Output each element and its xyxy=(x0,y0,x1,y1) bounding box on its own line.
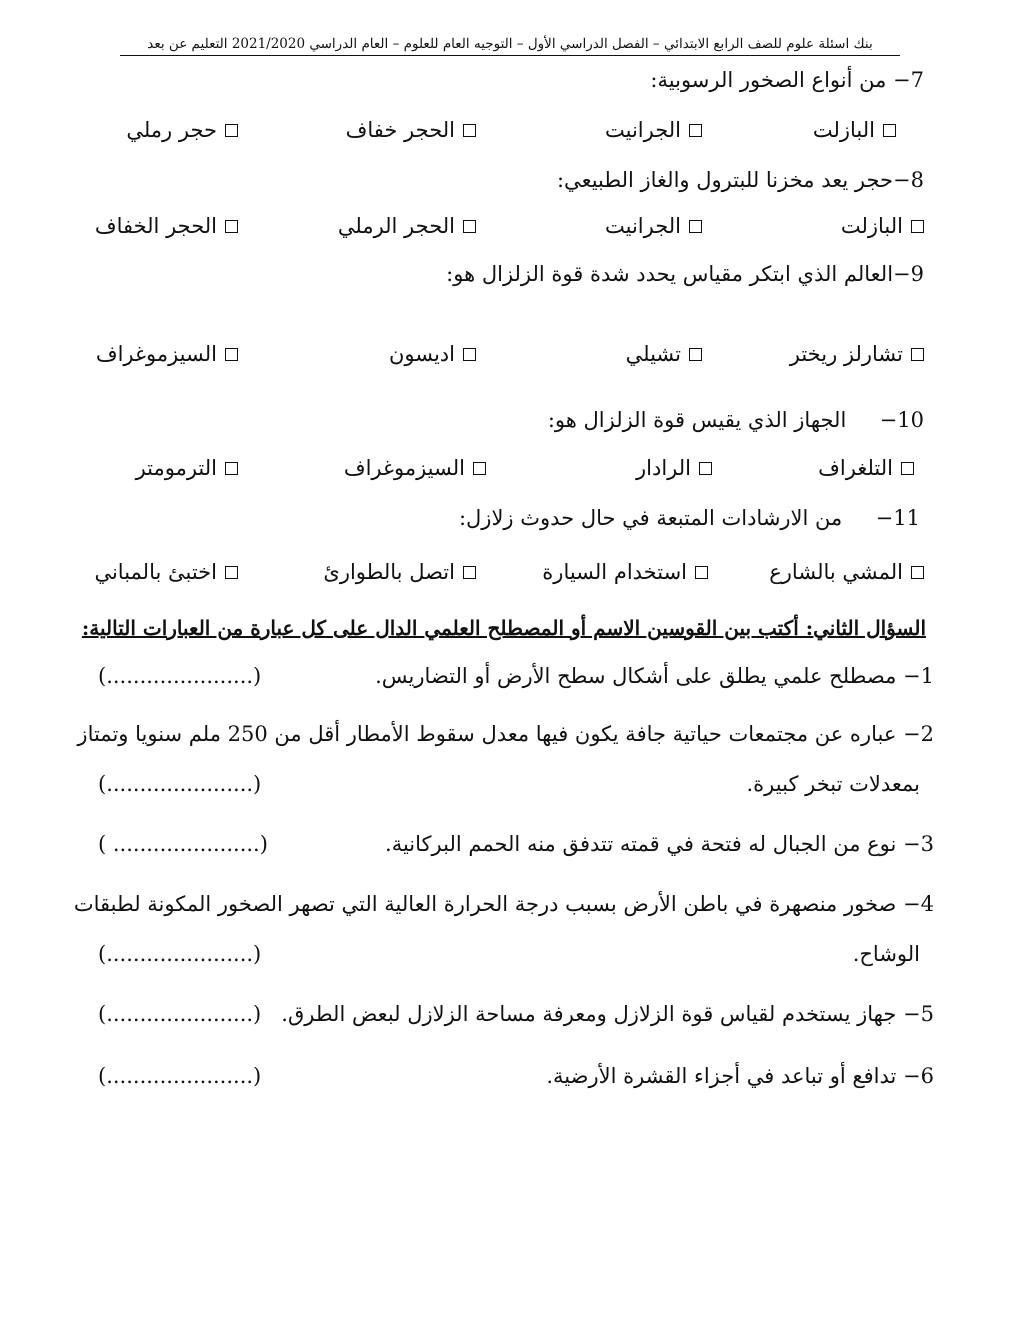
checkbox-icon[interactable] xyxy=(695,566,708,579)
question-10-options xyxy=(80,456,924,496)
option[interactable]: الجرانيت xyxy=(605,214,702,238)
list-item: 6− تدافع أو تباعد في أجزاء القشرة الأرضية. (......................) xyxy=(98,1064,934,1088)
list-item-continuation: بمعدلات تبخر كبيرة. (......................) xyxy=(98,772,920,796)
list-item-continuation: الوشاح. (......................) xyxy=(98,942,920,966)
option[interactable]: استخدام السيارة xyxy=(542,560,708,584)
option[interactable]: السيزموغراف xyxy=(96,342,238,366)
checkbox-icon[interactable] xyxy=(225,124,238,137)
option[interactable]: البازلت xyxy=(841,214,924,238)
checkbox-icon[interactable] xyxy=(463,220,476,233)
checkbox-icon[interactable] xyxy=(463,348,476,361)
checkbox-icon[interactable] xyxy=(463,566,476,579)
question-9: 9−العالم الذي ابتكر مقياس يحدد شدة قوة الزلزال هو: xyxy=(446,262,924,286)
question-11: 11− من الارشادات المتبعة في حال حدوث زلازل: xyxy=(458,506,920,530)
checkbox-icon[interactable] xyxy=(463,124,476,137)
question-8: 8−حجر يعد مخزنا للبترول والغاز الطبيعي: xyxy=(556,168,924,192)
answer-blank[interactable]: ( ......................) xyxy=(98,832,268,856)
option[interactable]: اتصل بالطوارئ xyxy=(323,560,476,584)
answer-blank[interactable]: (......................) xyxy=(98,772,262,796)
checkbox-icon[interactable] xyxy=(225,348,238,361)
answer-blank[interactable]: (......................) xyxy=(98,1002,262,1026)
checkbox-icon[interactable] xyxy=(473,462,486,475)
list-item: 3− نوع من الجبال له فتحة في قمته تتدفق منه الحمم البركانية. ( ......................) xyxy=(98,832,934,856)
checkbox-icon[interactable] xyxy=(911,220,924,233)
checkbox-icon[interactable] xyxy=(911,566,924,579)
question-11-options xyxy=(80,560,924,600)
checkbox-icon[interactable] xyxy=(225,462,238,475)
list-item: 2− عباره عن مجتمعات حياتية جافة يكون فيها معدل سقوط الأمطار أقل من 250 ملم سنويا وتمتاز xyxy=(77,722,934,746)
option[interactable]: التلغراف xyxy=(818,456,914,480)
option[interactable]: اختبئ بالمباني xyxy=(94,560,238,584)
checkbox-icon[interactable] xyxy=(225,220,238,233)
option[interactable]: حجر رملي xyxy=(126,118,238,142)
checkbox-icon[interactable] xyxy=(699,462,712,475)
option[interactable]: الحجر خفاف xyxy=(346,118,476,142)
checkbox-icon[interactable] xyxy=(225,566,238,579)
section-2-title: السؤال الثاني: أكتب بين القوسين الاسم أو المصطلح العلمي الدال على كل عبارة من العبارات التالية: xyxy=(81,616,926,640)
question-7: 7− من أنواع الصخور الرسوبية: xyxy=(650,68,924,92)
question-9-options xyxy=(80,342,924,382)
question-8-options xyxy=(80,214,924,254)
option[interactable]: الجرانيت xyxy=(605,118,702,142)
answer-blank[interactable]: (......................) xyxy=(98,664,262,688)
list-item: 4− صخور منصهرة في باطن الأرض بسبب درجة الحرارة العالية التي تصهر الصخور المكونة لطبقات xyxy=(73,892,934,916)
list-item: 1− مصطلح علمي يطلق على أشكال سطح الأرض أو التضاريس. (......................) xyxy=(98,664,934,688)
option[interactable]: البازلت xyxy=(813,118,896,142)
answer-blank[interactable]: (......................) xyxy=(98,942,262,966)
option[interactable]: الترمومتر xyxy=(136,456,238,480)
option[interactable]: السيزموغراف xyxy=(344,456,486,480)
checkbox-icon[interactable] xyxy=(689,124,702,137)
list-item: 5− جهاز يستخدم لقياس قوة الزلازل ومعرفة مساحة الزلازل لبعض الطرق. (......................) xyxy=(98,1002,934,1026)
checkbox-icon[interactable] xyxy=(689,220,702,233)
option[interactable]: المشي بالشارع xyxy=(769,560,924,584)
checkbox-icon[interactable] xyxy=(883,124,896,137)
answer-blank[interactable]: (......................) xyxy=(98,1064,262,1088)
checkbox-icon[interactable] xyxy=(911,348,924,361)
question-10: 10− الجهاز الذي يقيس قوة الزلزال هو: xyxy=(547,408,924,432)
option[interactable]: تشارلز ريختر xyxy=(790,342,924,366)
option[interactable]: الحجر الرملي xyxy=(338,214,476,238)
question-7-options xyxy=(80,118,924,158)
page-header: بنك اسئلة علوم للصف الرابع الابتدائي – الفصل الدراسي الأول – التوجيه العام للعلوم – العام الدراسي 2021/2020 التعليم عن بعد xyxy=(120,36,900,56)
option[interactable]: اديسون xyxy=(389,342,476,366)
option[interactable]: تشيلي xyxy=(626,342,702,366)
checkbox-icon[interactable] xyxy=(901,462,914,475)
option[interactable]: الحجر الخفاف xyxy=(95,214,238,238)
checkbox-icon[interactable] xyxy=(689,348,702,361)
option[interactable]: الرادار xyxy=(636,456,712,480)
